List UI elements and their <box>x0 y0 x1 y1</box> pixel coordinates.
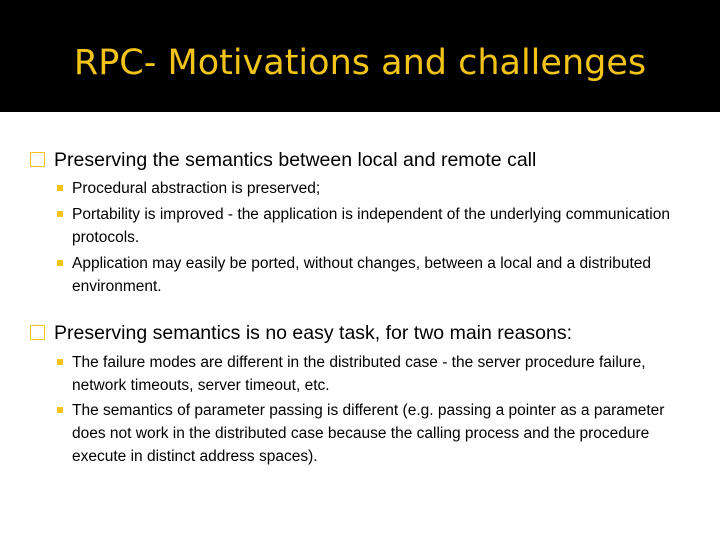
list-item-text: Application may easily be ported, without changes, between a local and a distributed environment. <box>72 255 652 295</box>
list-item <box>72 351 672 397</box>
square-bullet-icon <box>30 152 45 167</box>
square-bullet-icon <box>57 407 63 413</box>
section-heading-1 <box>30 147 536 173</box>
square-bullet-icon <box>30 325 45 340</box>
list-item <box>72 252 672 298</box>
square-bullet-icon <box>57 211 63 217</box>
slide-title: RPC- Motivations and challenges <box>73 43 647 83</box>
list-item-text: Procedural abstraction is preserved; <box>72 180 321 197</box>
square-bullet-icon <box>57 359 63 365</box>
list-item-text: The semantics of parameter passing is different (e.g. passing a pointer as a parameter does not work in the distributed case because the calling process and the procedure execute in distinct address spaces). <box>72 402 665 465</box>
list-item <box>72 177 672 200</box>
list-item-text: Portability is improved - the application is independent of the underlying communication protocols. <box>72 206 670 246</box>
list-item <box>72 399 672 468</box>
list-item <box>72 203 672 249</box>
square-bullet-icon <box>57 260 63 266</box>
section-heading-text: Preserving semantics is no easy task, for two main reasons: <box>54 322 573 344</box>
list-item-text: The failure modes are different in the distributed case - the server procedure failure, network timeouts, server timeout, etc. <box>72 354 646 394</box>
square-bullet-icon <box>57 185 63 191</box>
section-heading-text: Preserving the semantics between local and remote call <box>54 149 537 171</box>
section-heading-2 <box>30 320 572 346</box>
